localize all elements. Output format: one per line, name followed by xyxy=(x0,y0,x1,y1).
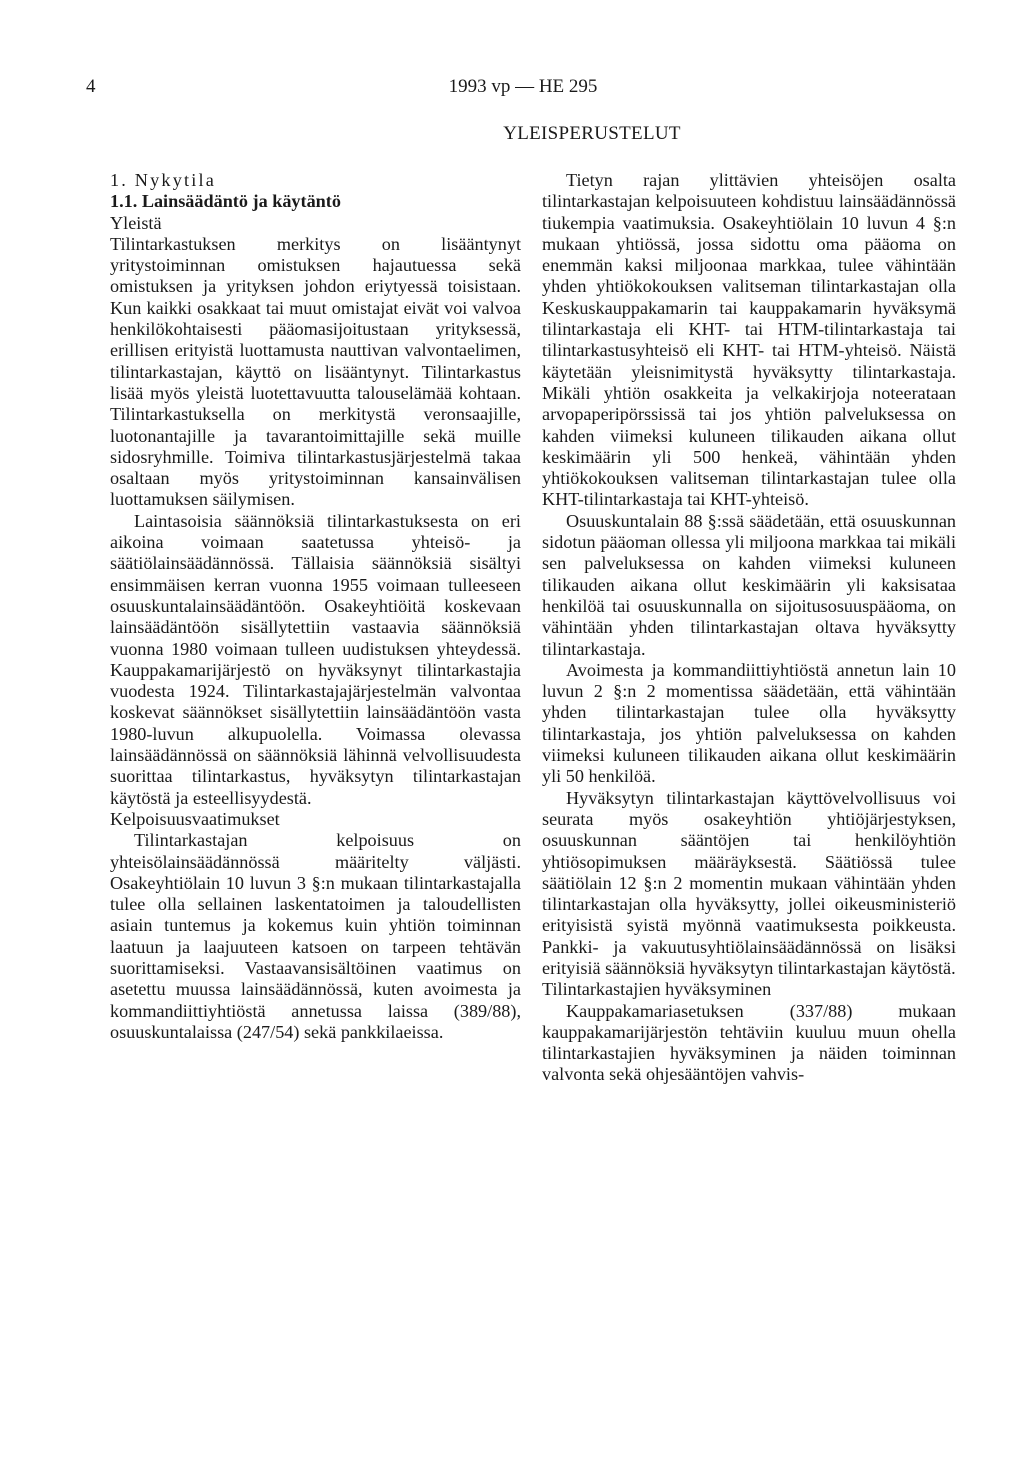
paragraph: Tietyn rajan ylittävien yhteisöjen osalta tilintarkastajan kelpoisuuteen kohdistuu lainsäädännössä tiukempia vaatimuksia. Osakeyhtiölain 10 luvun 4 §:n mukaan yhtiössä, jossa sidottu oma pääoma on enemmän kaksi miljoonaa markkaa, tulee vähintään yhden yhtiökokouksen valitseman tilintarkastajan olla Keskuskauppakamarin tai kauppakamarin hyväksymä tilintarkastaja eli KHT- tai HTM-tilintarkastaja tai tilintarkastusyhteisö eli KHT- tai HTM-yhteisö. Näistä käytetään yleisnimitystä hyväksytty tilintarkastaja. Mikäli yhtiön osakkeita ja velkakirjoja noteerataan arvopaperipörssissä tai jos yhtiön palveluksessa on kahden viimeksi kuluneen tilikauden aikana ollut keskimäärin yli 500 henkeä, vähintään yhden yhtiökokouksen valitseman tilintarkastajan tulee olla KHT-tilintarkastaja tai KHT-yhteisö. xyxy=(542,170,956,510)
section-title: YLEISPERUSTELUT xyxy=(503,123,681,144)
right-column xyxy=(542,170,956,1086)
subheading-hyvaksyminen: Tilintarkastajien hyväksyminen xyxy=(542,979,772,1000)
paragraph: Tilintarkastajan kelpoisuus on yhteisölainsäädännössä määritelty väljästi. Osakeyhtiölain 10 luvun 3 §:n mukaan tilintarkastajalla tulee olla sellainen laskentatoimen ja taloudellisten asiain tuntemus ja kokemus kuin yhtiön toiminnan laatuun ja laajuuteen katsoen on tarpeen tehtävän suorittamiseksi. Vastaavansisältöinen vaatimus on asetettu muussa lainsäädännössä, kuten avoimesta ja kommandiittiyhtiöstä annetussa laissa (389/88), osuuskuntalaissa (247/54) sekä pankkilaeissa. xyxy=(110,830,521,1042)
subheading-kelpoisuusvaatimukset: Kelpoisuusvaatimukset xyxy=(110,808,280,829)
page-number: 4 xyxy=(86,76,96,97)
heading-nykytila: 1. Nykytila xyxy=(110,170,217,190)
heading-lainsaadanto: 1.1. Lainsäädäntö ja käytäntö xyxy=(110,191,341,212)
paragraph: Osuuskuntalain 88 §:ssä säädetään, että osuuskunnan sidotun pääoman ollessa yli miljoona markkaa tai mikäli sen palveluksessa on kahden viimeksi kuluneen tilikauden aikana ollut keskimäärin yli kaksisataa henkilöä tai osuuskunnalla on sijoitusosuuspääoma, on vähintään yhden tilintarkastajan oltava hyväksytty tilintarkastaja. xyxy=(542,510,956,659)
paragraph: Avoimesta ja kommandiittiyhtiöstä annetun lain 10 luvun 2 §:n 2 momentissa säädetään, että vähintään yhden tilintarkastajan tulee olla hyväksytty tilintarkastaja, jos yhtiön palveluksessa on kahden viimeksi kuluneen tilikauden aikana ollut keskimäärin yli 50 henkilöä. xyxy=(542,659,956,787)
paragraph: Kauppakamariasetuksen (337/88) mukaan kauppakamarijärjestön tehtäviin kuuluu muun ohella tilintarkastajien hyväksyminen ja näiden toiminnan valvonta sekä ohjesääntöjen vahvis- xyxy=(542,1000,956,1085)
running-head: 1993 vp — HE 295 xyxy=(448,76,598,97)
paragraph: Tilintarkastuksen merkitys on lisääntynyt yritystoiminnan omistuksen hajautuessa sekä omistuksen ja yrityksen johdon eriytyessä toisistaan. Kun kaikki osakkaat tai muut omistajat eivät voi valvoa henkilökohtaisesti pääomasijoitustaan yrityksessä, erillisen erityistä luottamusta nauttivan valvontaelimen, tilintarkastajan, käyttö on lisääntynyt. Tilintarkastus lisää myös yleistä luotettavuutta talouselämää kohtaan. Tilintarkastuksella on merkitystä veronsaajille, luotonantajille ja tavarantoimittajille sekä muille sidosryhmille. Toimiva tilintarkastusjärjestelmä takaa osaltaan myös yritystoiminnan kansainvälisen luottamuksen säilymisen. xyxy=(110,233,521,510)
subheading-yleista: Yleistä xyxy=(110,212,162,233)
paragraph: Laintasoisia säännöksiä tilintarkastuksesta on eri aikoina voimaan saatetussa yhteisö- ja säätiölainsäädännössä. Tällaisia säännöksiä sisältyi ensimmäisen kerran vuonna 1955 voimaan tulleeseen osuuskuntalainsäädäntöön. Osakeyhtiöitä koskevaan lainsäädäntöön sisällytettiin vastaavia säännöksiä vuonna 1980 voimaan tulleen uudistuksen yhteydessä. Kauppakamarijärjestö on hyväksynyt tilintarkastajia vuodesta 1924. Tilintarkastajajärjestelmän valvontaa koskevat säännökset sisällytettiin lainsäädäntöön vasta 1980-luvun alkupuolella. Voimassa olevassa lainsäädännössä on säännöksiä lähinnä velvollisuudesta suorittaa tilintarkastus, hyväksytyn tilintarkastajan käytöstä ja esteellisyydestä. xyxy=(110,510,521,808)
left-column xyxy=(110,170,521,1043)
paragraph: Hyväksytyn tilintarkastajan käyttövelvollisuus voi seurata myös osakeyhtiön yhtiöjärjestyksen, osuuskunnan sääntöjen tai henkilöyhtiön yhtiösopimuksen määräyksestä. Säätiössä tulee säätiölain 12 §:n 2 momentin mukaan vähintään yhden tilintarkastajan olla hyväksytty, jollei oikeusministeriö erityisistä syistä myönnä vaatimuksesta poikkeusta. Pankki- ja vakuutusyhtiölainsäädännössä on lisäksi erityisiä säännöksiä hyväksytyn tilintarkastajan käytöstä. xyxy=(542,787,956,978)
